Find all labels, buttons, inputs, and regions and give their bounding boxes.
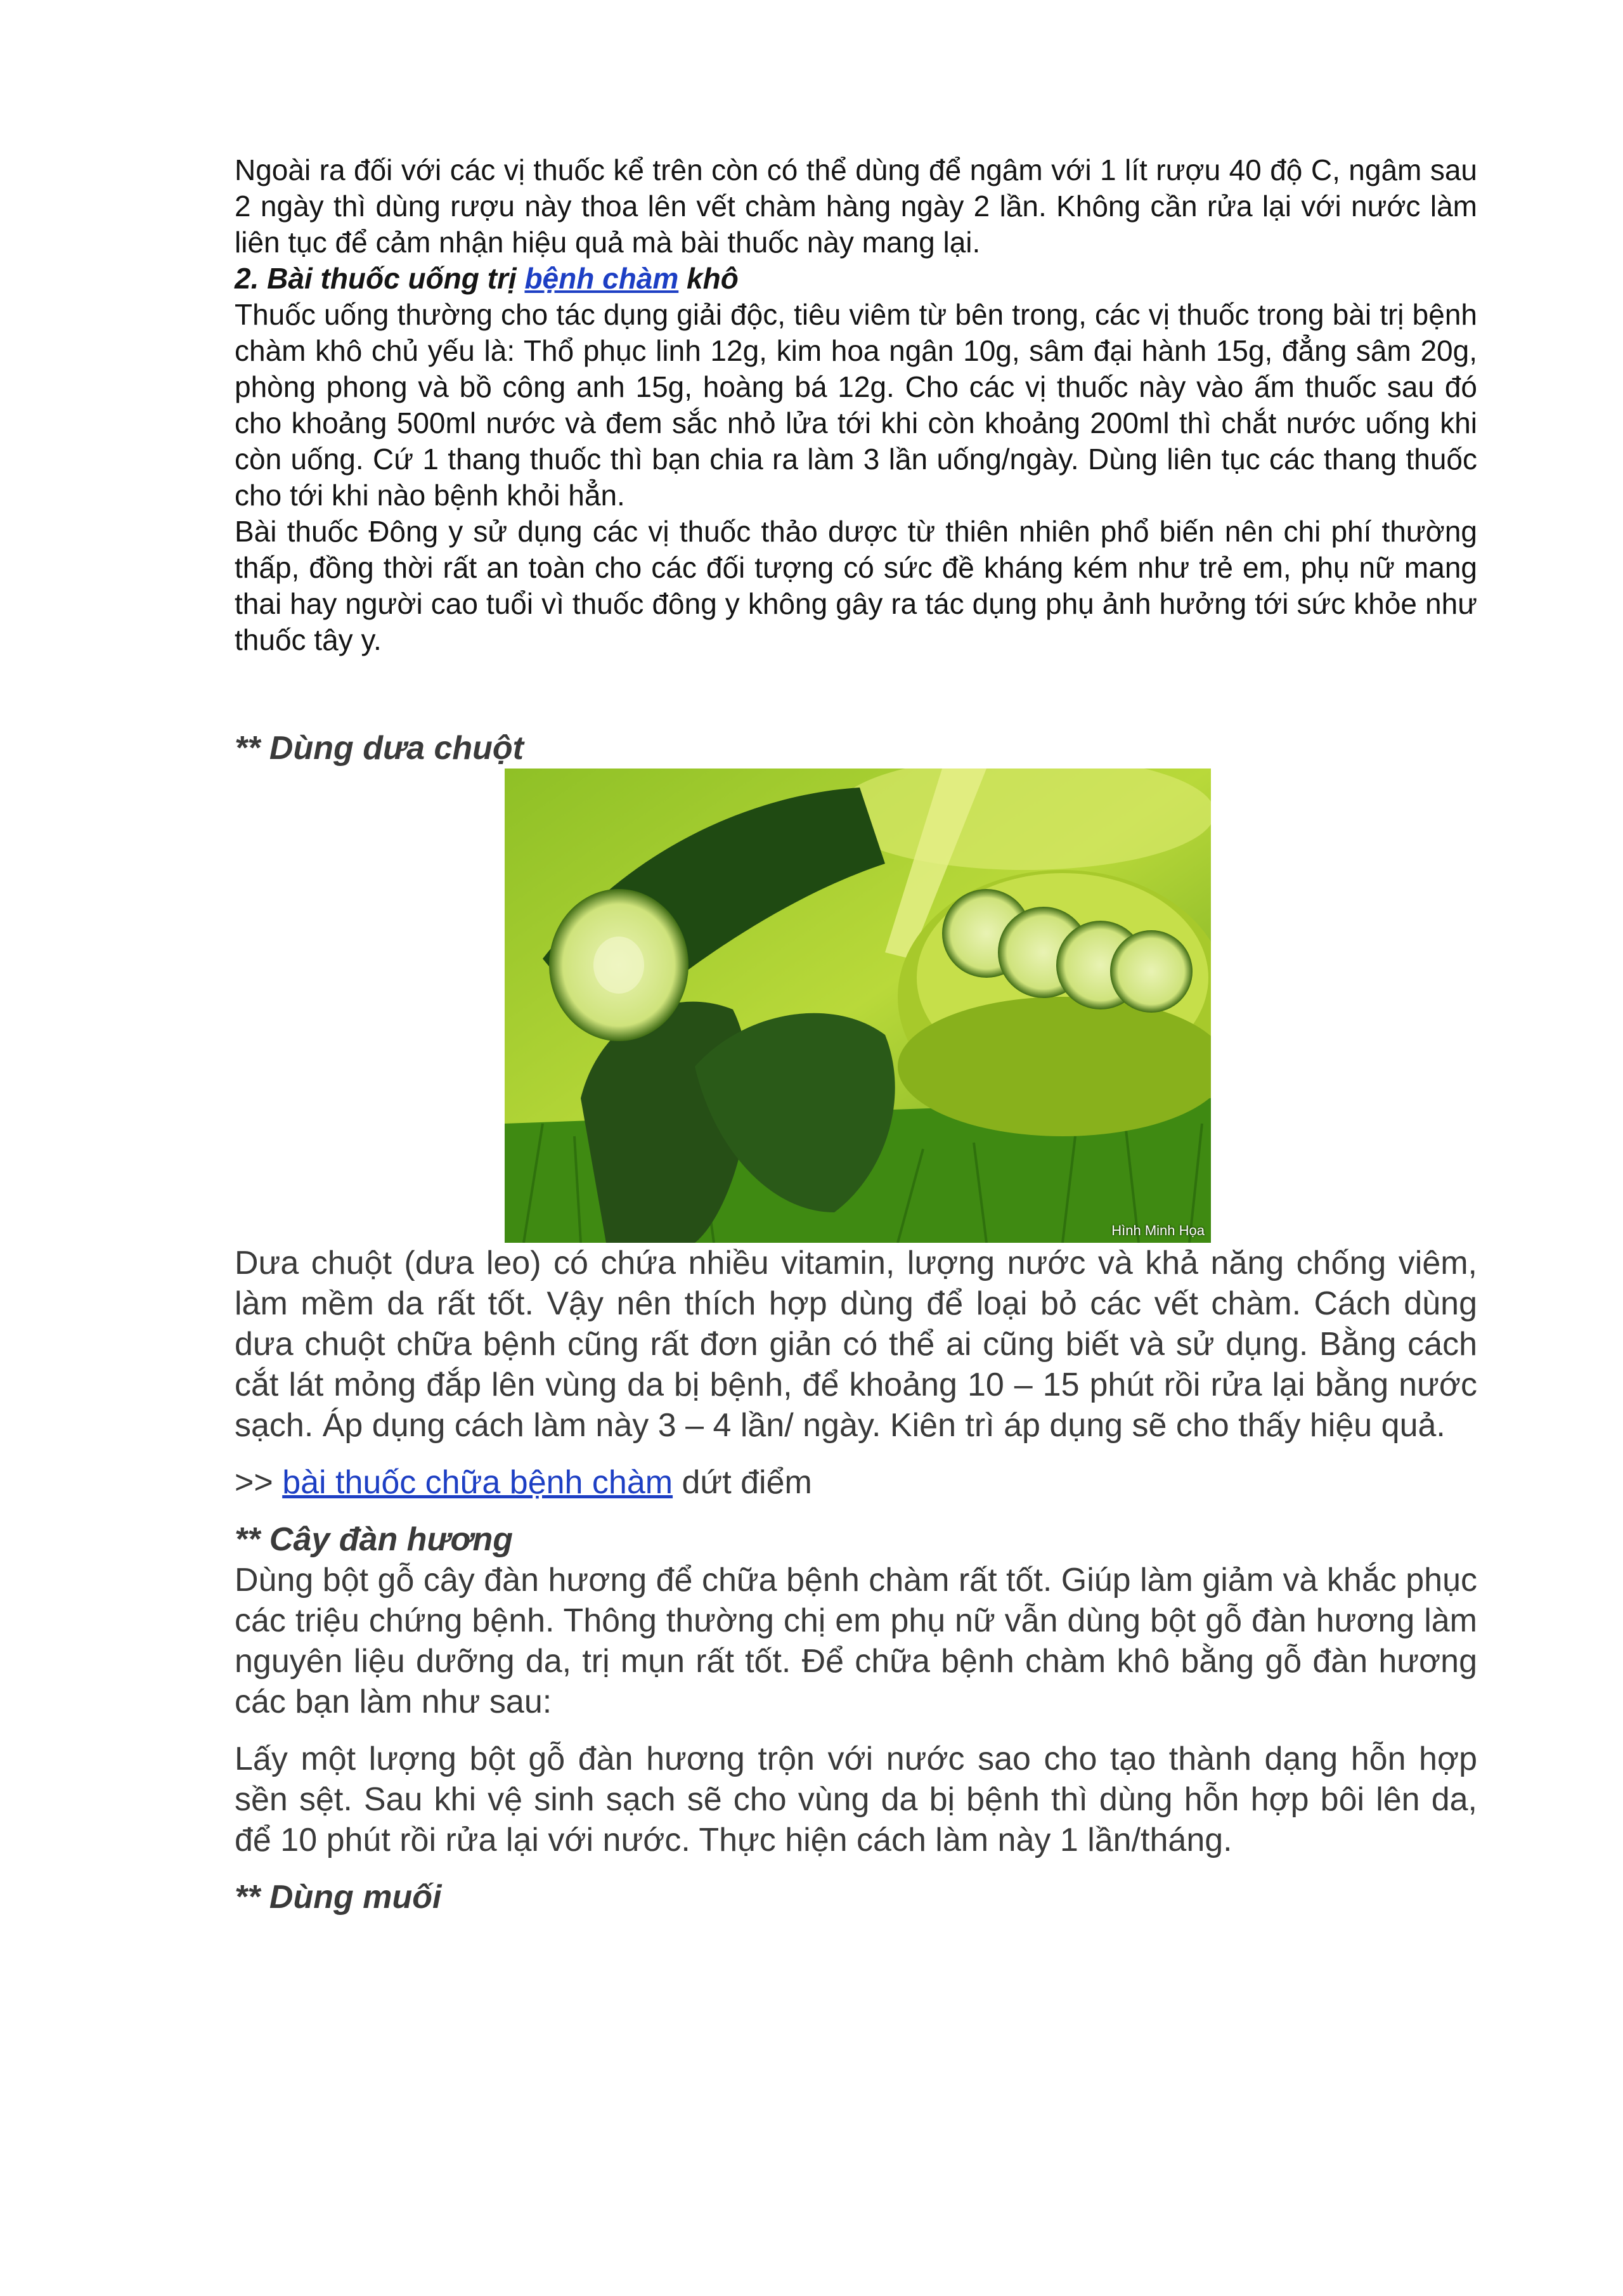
paragraph-eastern-medicine: Bài thuốc Đông y sử dụng các vị thuốc thảo dược từ thiên nhiên phổ biến nên chi phí thường thấp, đồng thời rất an toàn cho các đối tượng có sức đề kháng kém như trẻ em, phụ nữ mang thai hay người cao tuổi vì thuốc đông y không gây ra tác dụng phụ ảnh hưởng tới sức khỏe như thuốc tây y. [235,515,1477,656]
cucumber-illustration [505,769,1211,1243]
image-row [235,769,1477,1243]
link-suffix: dứt điểm [673,1464,812,1501]
heading-cucumber: ** Dùng dưa chuột [235,730,524,767]
link-benh-cham[interactable]: bệnh chàm [524,262,679,295]
paragraph-drink-remedy: Thuốc uống thường cho tác dụng giải độc, tiêu viêm từ bên trong, các vị thuốc trong bài trị bệnh chàm khô chủ yếu là: Thổ phục linh 12g, kim hoa ngân 10g, sâm đại hành 15g, đẳng sâm 20g, phòng phong và bồ công anh 15g, hoàng bá 12g. Cho các vị thuốc này vào ấm thuốc sau đó cho khoảng 500ml nước và đem sắc nhỏ lửa tới khi còn khoảng 200ml thì chắt nước uống khi còn uống. Cứ 1 thang thuốc thì bạn chia ra làm 3 lần uống/ngày. Dùng liên tục các thang thuốc cho tới khi nào bệnh khỏi hẳn. [235,298,1477,512]
cucumber-image [505,769,1211,1243]
related-link-line [235,1462,1477,1503]
link-bai-thuoc[interactable]: bài thuốc chữa bệnh chàm [282,1464,673,1501]
image-credit: Hình Minh Họa [1111,1223,1205,1238]
heading-suffix: khô [678,262,739,295]
paragraph-sandalwood-1: Dùng bột gỗ cây đàn hương để chữa bệnh chàm rất tốt. Giúp làm giảm và khắc phục các triệu chứng bệnh. Thông thường chị em phụ nữ vẫn dùng bột gỗ đàn hương làm nguyên liệu dưỡng da, trị mụn rất tốt. Để chữa bệnh chàm khô bằng gỗ đàn hương các bạn làm như sau: [235,1562,1477,1720]
heading-sandalwood: ** Cây đàn hương [235,1521,513,1558]
paragraph-sandalwood-2: Lấy một lượng bột gỗ đàn hương trộn với nước sao cho tạo thành dạng hỗn hợp sền sệt. Sau khi vệ sinh sạch sẽ cho vùng da bị bệnh thì dùng hỗn hợp bôi lên da, để 10 phút rồi rửa lại với nước. Thực hiện cách làm này 1 lần/tháng. [235,1741,1477,1858]
paragraph-cucumber: Dưa chuột (dưa leo) có chứa nhiều vitamin, lượng nước và khả năng chống viêm, làm mềm da rất tốt. Vậy nên thích hợp dùng để loại bỏ các vết chàm. Cách dùng dưa chuột chữa bệnh cũng rất đơn giản có thể ai cũng biết và sử dụng. Bằng cách cắt lát mỏng đắp lên vùng da bị bệnh, để khoảng 10 – 15 phút rồi rửa lại bằng nước sạch. Áp dụng cách làm này 3 – 4 lần/ ngày. Kiên trì áp dụng sẽ cho thấy hiệu quả. [235,1245,1477,1444]
paragraph-intro: Ngoài ra đối với các vị thuốc kể trên còn có thể dùng để ngâm với 1 lít rượu 40 độ C, ngâm sau 2 ngày thì dùng rượu này thoa lên vết chàm hàng ngày 2 lần. Không cần rửa lại với nước làm liên tục để cảm nhận hiệu quả mà bài thuốc này mang lại. [235,153,1477,259]
heading-drink-remedy [235,261,1477,297]
heading-salt: ** Dùng muối [235,1879,442,1916]
link-prefix: >> [235,1464,283,1501]
heading-prefix: 2. Bài thuốc uống trị [235,262,525,295]
document-page [235,152,1477,1917]
